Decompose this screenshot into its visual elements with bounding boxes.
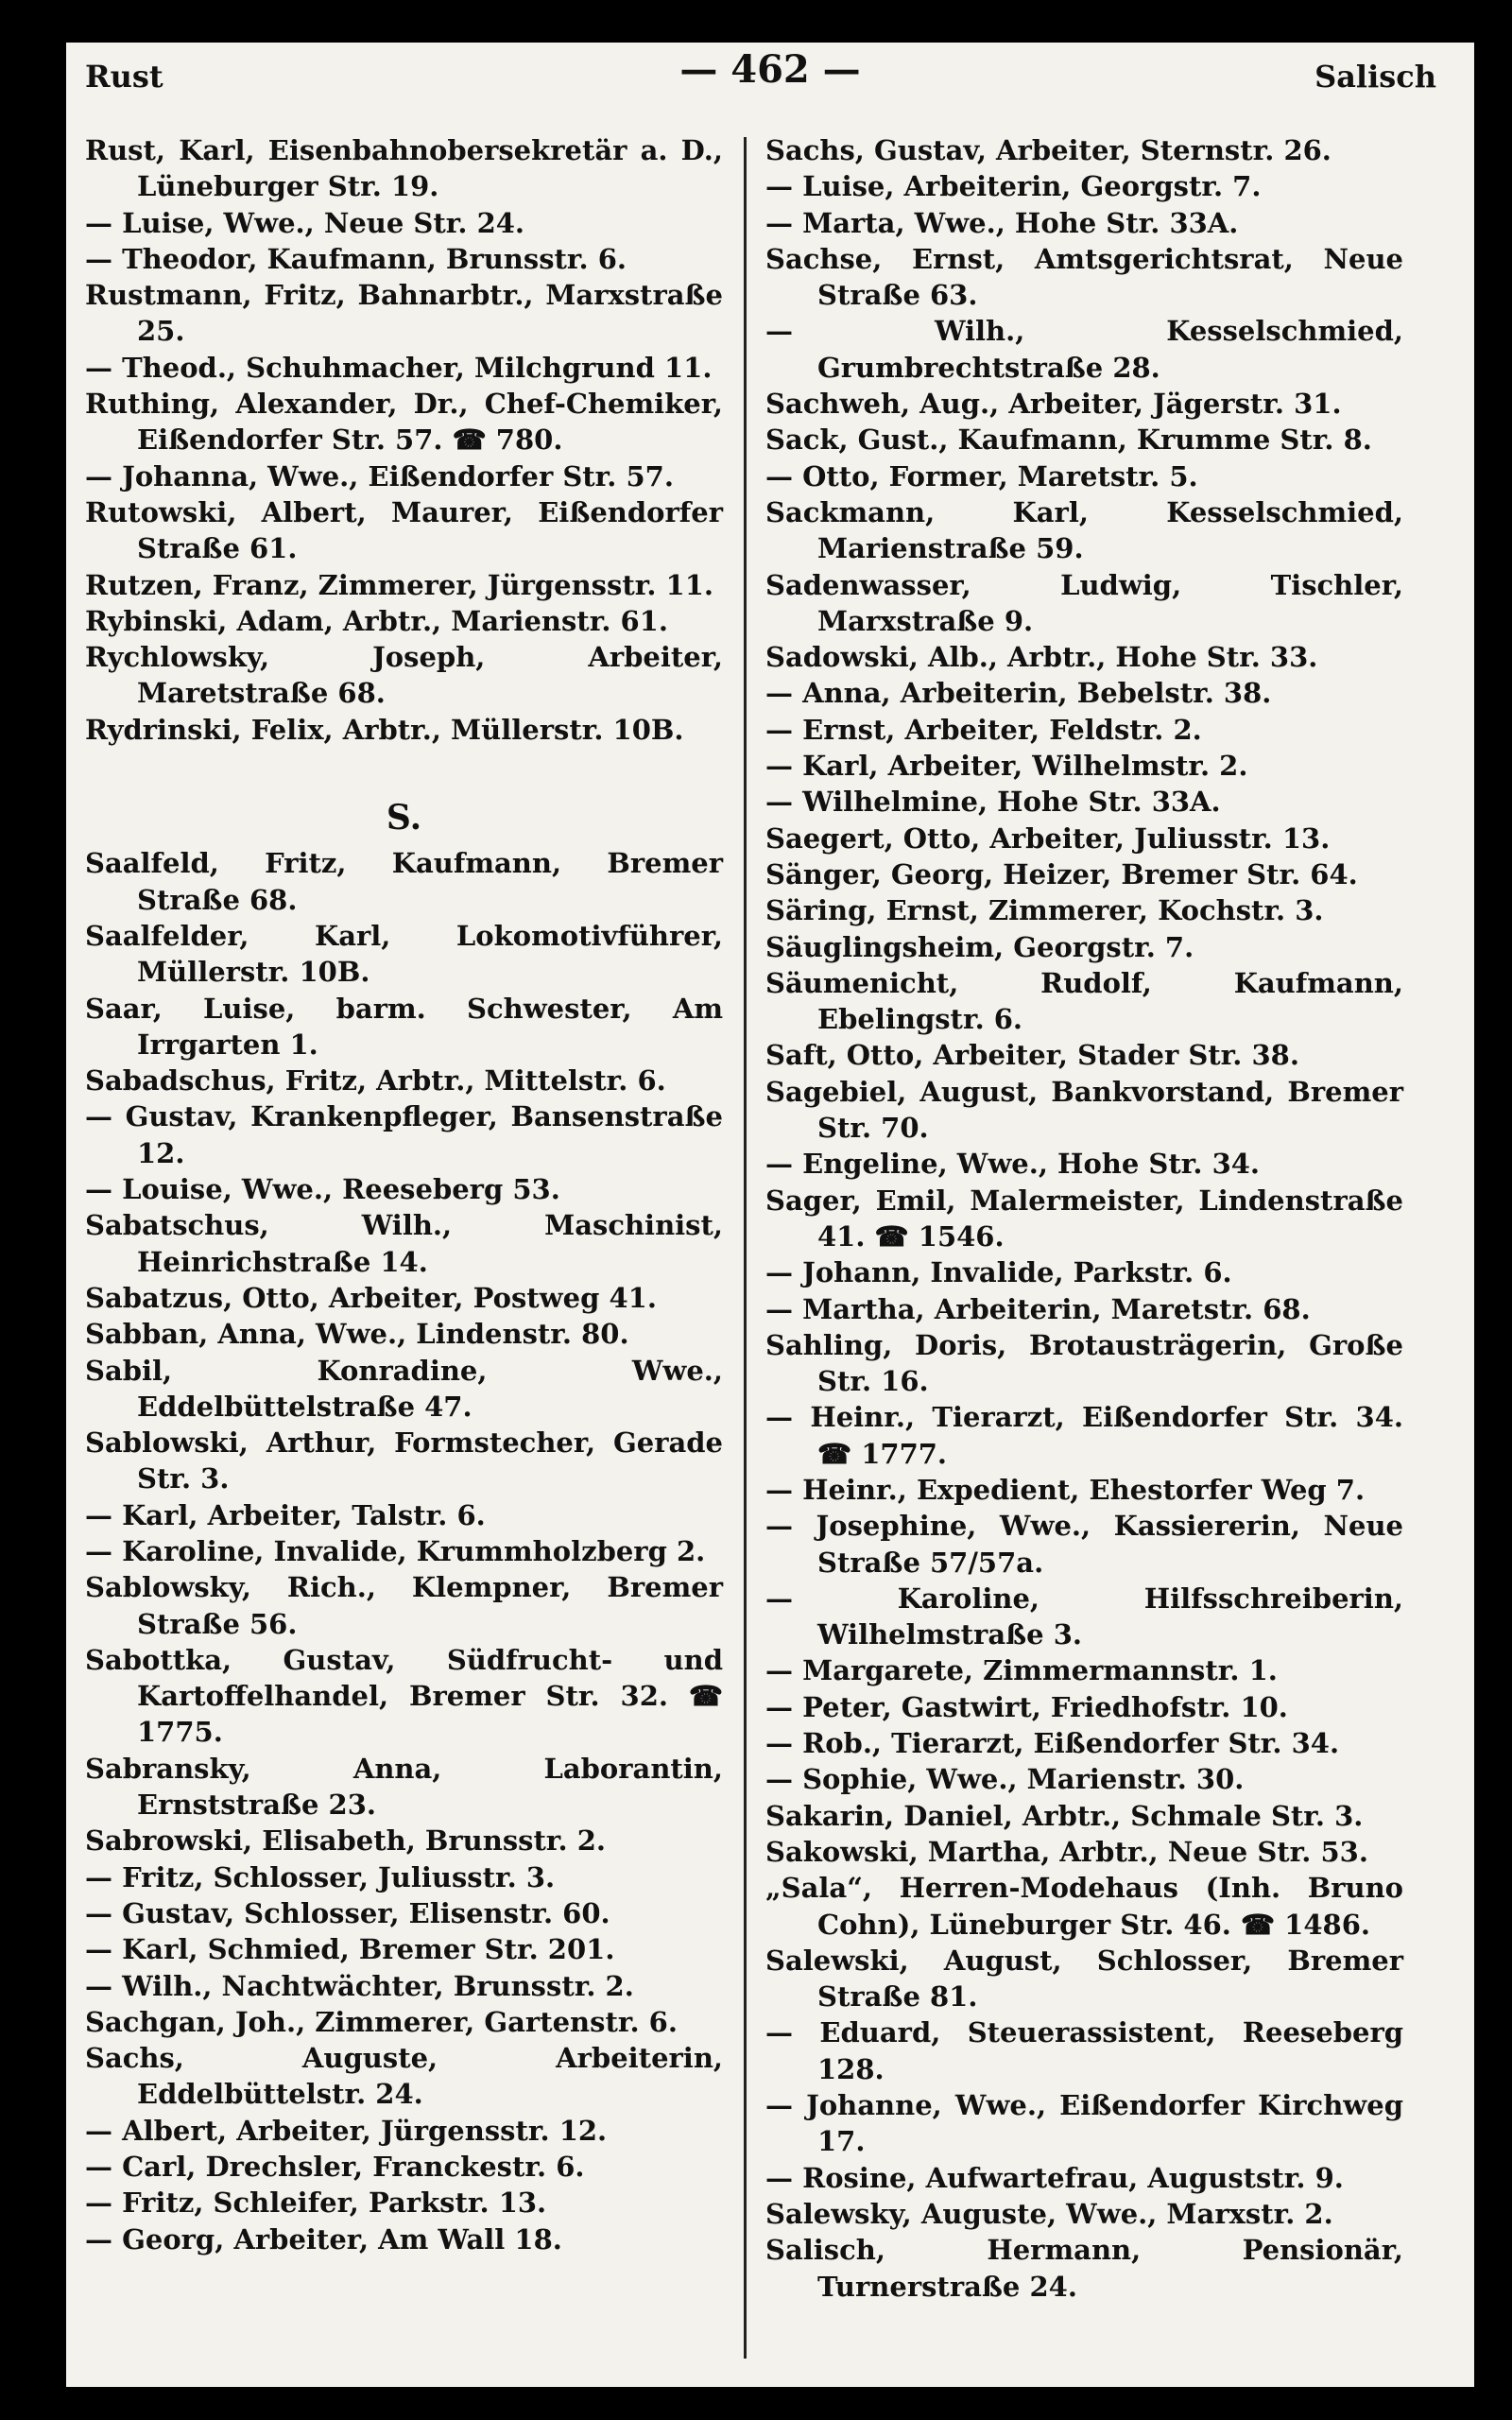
directory-entry: Sablowsky, Rich., Klempner, Bremer Straße 56. [85,1571,723,1640]
directory-entry: — Heinr., Expedient, Ehestorfer Weg 7. [765,1473,1366,1506]
directory-entry: Säuglingsheim, Georgstr. 7. [765,930,1194,963]
directory-entry: — Heinr., Tierarzt, Eißendorfer Str. 34. ☎ 1777. [765,1401,1403,1470]
directory-entry: — Luise, Arbeiterin, Georgstr. 7. [765,170,1262,203]
directory-entry: — Theodor, Kaufmann, Brunsstr. 6. [85,242,627,275]
directory-entry: Sabrowski, Elisabeth, Brunsstr. 2. [85,1824,606,1858]
directory-entry: — Sophie, Wwe., Marienstr. 30. [765,1763,1245,1796]
directory-entry: Säring, Ernst, Zimmerer, Kochstr. 3. [765,894,1324,927]
directory-entry: — Johanna, Wwe., Eißendorfer Str. 57. [85,459,674,493]
directory-entry: Salewski, August, Schlosser, Bremer Straße 81. [765,1944,1403,2014]
header-first-entry: Rust [85,59,163,95]
directory-entry: — Louise, Wwe., Reeseberg 53. [85,1173,560,1206]
directory-entry: — Albert, Arbeiter, Jürgensstr. 12. [85,2114,608,2147]
directory-entry: „Sala“, Herren-Modehaus (Inh. Bruno Cohn), Lüneburger Str. 46. ☎ 1486. [765,1872,1403,1941]
page-number: — 462 — [679,47,861,92]
directory-entry: — Martha, Arbeiterin, Maretstr. 68. [765,1292,1311,1325]
directory-entry: Rychlowsky, Joseph, Arbeiter, Maretstraße 68. [85,641,723,710]
directory-entry: Sadowski, Alb., Arbtr., Hohe Str. 33. [765,641,1318,674]
left-entries-r [85,132,723,748]
directory-entry: — Johanne, Wwe., Eißendorfer Kirchweg 17. [765,2089,1403,2158]
directory-entry: — Eduard, Steuerassistent, Reeseberg 128. [765,2016,1403,2085]
directory-entry: — Georg, Arbeiter, Am Wall 18. [85,2222,562,2256]
directory-entry: Saegert, Otto, Arbeiter, Juliusstr. 13. [765,821,1331,855]
directory-entry: Sachs, Gustav, Arbeiter, Sternstr. 26. [765,134,1332,166]
directory-entry: Sabban, Anna, Wwe., Lindenstr. 80. [85,1318,629,1351]
directory-entry: Sablowski, Arthur, Formstecher, Gerade Str. 3. [85,1426,723,1495]
directory-entry: — Karl, Arbeiter, Wilhelmstr. 2. [765,750,1248,783]
directory-entry: Rydrinski, Felix, Arbtr., Müllerstr. 10B. [85,713,684,746]
directory-entry: Sagebiel, August, Bankvorstand, Bremer Str. 70. [765,1075,1403,1145]
directory-entry: — Carl, Drechsler, Franckestr. 6. [85,2151,585,2184]
directory-entry: Säumenicht, Rudolf, Kaufmann, Ebelingstr. 6. [765,966,1403,1036]
header-last-entry: Salisch [1314,59,1436,95]
left-entries-s [85,845,723,2257]
directory-entry: Sabil, Konradine, Wwe., Eddelbüttelstraße 47. [85,1354,723,1423]
directory-entry: — Johann, Invalide, Parkstr. 6. [765,1256,1232,1289]
left-column [85,132,723,2257]
directory-entry: Sakarin, Daniel, Arbtr., Schmale Str. 3. [765,1799,1364,1832]
directory-entry: Saalfeld, Fritz, Kaufmann, Bremer Straße 68. [85,847,723,916]
directory-entry: Sahling, Doris, Brotausträgerin, Große Str. 16. [765,1328,1403,1398]
directory-entry: — Wilhelmine, Hohe Str. 33A. [765,786,1221,819]
directory-entry: Saar, Luise, barm. Schwester, Am Irrgarten 1. [85,992,723,1061]
directory-entry: Sachweh, Aug., Arbeiter, Jägerstr. 31. [765,388,1342,421]
directory-entry: — Gustav, Krankenpfleger, Bansenstraße 12. [85,1100,723,1169]
directory-entry: Saft, Otto, Arbeiter, Stader Str. 38. [765,1039,1299,1072]
directory-entry: Sabatschus, Wilh., Maschinist, Heinrichstraße 14. [85,1209,723,1278]
directory-entry: — Peter, Gastwirt, Friedhofstr. 10. [765,1690,1288,1723]
directory-entry: Salisch, Hermann, Pensionär, Turnerstraße 24. [765,2234,1403,2303]
directory-entry: — Anna, Arbeiterin, Bebelstr. 38. [765,677,1272,710]
directory-entry: Rust, Karl, Eisenbahnobersekretär a. D., Lüneburger Str. 19. [85,134,723,203]
directory-entry: Sackmann, Karl, Kesselschmied, Marienstraße 59. [765,495,1403,565]
page-header [66,47,1474,113]
directory-entry: Sabadschus, Fritz, Arbtr., Mittelstr. 6. [85,1064,666,1098]
directory-entry: — Wilh., Nachtwächter, Brunsstr. 2. [85,1969,634,2002]
directory-entry: Sabottka, Gustav, Südfrucht- und Kartoffelhandel, Bremer Str. 32. ☎ 1775. [85,1643,723,1749]
directory-entry: Rutzen, Franz, Zimmerer, Jürgensstr. 11. [85,568,713,601]
right-column [765,132,1403,2305]
directory-entry: — Karoline, Hilfsschreiberin, Wilhelmstraße 3. [765,1582,1403,1651]
directory-entry: — Josephine, Wwe., Kassiererin, Neue Straße 57/57a. [765,1510,1403,1579]
directory-entry: Sadenwasser, Ludwig, Tischler, Marxstraße 9. [765,568,1403,637]
directory-entry: Ruthing, Alexander, Dr., Chef-Chemiker, Eißendorfer Str. 57. ☎ 780. [85,388,723,457]
directory-entry: Sabransky, Anna, Laborantin, Ernststraße 23. [85,1752,723,1822]
directory-entry: — Rob., Tierarzt, Eißendorfer Str. 34. [765,1727,1340,1760]
directory-entry: — Fritz, Schlosser, Juliusstr. 3. [85,1860,556,1893]
directory-entry: Sack, Gust., Kaufmann, Krumme Str. 8. [765,424,1372,457]
directory-entry: — Fritz, Schleifer, Parkstr. 13. [85,2187,547,2220]
directory-entry: — Rosine, Aufwartefrau, Auguststr. 9. [765,2161,1344,2194]
directory-entry: Sachs, Auguste, Arbeiterin, Eddelbüttelstr. 24. [85,2042,723,2111]
directory-entry: Sachse, Ernst, Amtsgerichtsrat, Neue Straße 63. [765,242,1403,312]
directory-page [66,43,1474,2387]
directory-entry: — Karl, Arbeiter, Talstr. 6. [85,1498,486,1531]
directory-entry: — Theod., Schuhmacher, Milchgrund 11. [85,351,713,384]
directory-entry: — Luise, Wwe., Neue Str. 24. [85,206,525,239]
directory-entry: — Otto, Former, Maretstr. 5. [765,459,1198,493]
directory-entry: — Margarete, Zimmermannstr. 1. [765,1654,1278,1687]
directory-entry: — Marta, Wwe., Hohe Str. 33A. [765,206,1239,239]
directory-entry: Salewsky, Auguste, Wwe., Marxstr. 2. [765,2197,1333,2230]
directory-entry: Rutowski, Albert, Maurer, Eißendorfer Straße 61. [85,495,723,565]
directory-entry: — Karl, Schmied, Bremer Str. 201. [85,1933,615,1966]
directory-entry: Sager, Emil, Malermeister, Lindenstraße 41. ☎ 1546. [765,1184,1403,1253]
directory-entry: Saalfelder, Karl, Lokomotivführer, Müllerstr. 10B. [85,919,723,989]
directory-entry: — Karoline, Invalide, Krummholzberg 2. [85,1534,706,1567]
directory-entry: Sänger, Georg, Heizer, Bremer Str. 64. [765,857,1358,890]
directory-entry: — Ernst, Arbeiter, Feldstr. 2. [765,713,1202,746]
directory-entry: Sachgan, Joh., Zimmerer, Gartenstr. 6. [85,2005,678,2038]
directory-entry: — Wilh., Kesselschmied, Grumbrechtstraße 28. [765,315,1403,384]
directory-entry: Rybinski, Adam, Arbtr., Marienstr. 61. [85,604,668,637]
directory-entry: Sabatzus, Otto, Arbeiter, Postweg 41. [85,1281,657,1314]
directory-entry: — Engeline, Wwe., Hohe Str. 34. [765,1148,1261,1181]
directory-entry: Rustmann, Fritz, Bahnarbtr., Marxstraße 25. [85,279,723,348]
column-divider [744,137,747,2359]
directory-entry: — Gustav, Schlosser, Elisenstr. 60. [85,1896,610,1929]
section-letter: S. [386,798,422,838]
directory-entry: Sakowski, Martha, Arbtr., Neue Str. 53. [765,1835,1368,1868]
